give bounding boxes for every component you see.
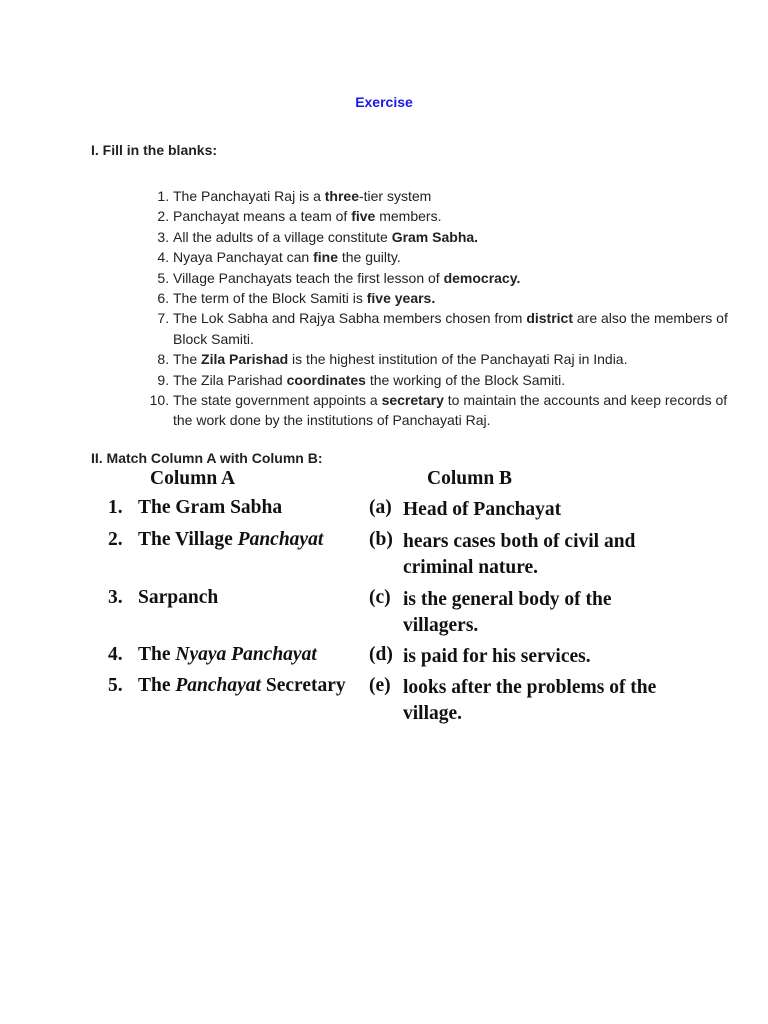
fill-in-blanks-list [122, 186, 733, 431]
answer-text: three [324, 188, 359, 204]
answer-text: coordinates [286, 371, 366, 388]
item-text: Village Panchayats teach the first lesson of [173, 269, 444, 286]
column-a-text: The [138, 644, 176, 665]
column-b-letter: (b) [369, 529, 393, 550]
item-text: is the highest institution of the Panchayati Raj in India. [288, 351, 628, 368]
column-b-header: Column B [427, 468, 513, 489]
row-number: 2. [108, 529, 123, 550]
list-item [173, 308, 733, 349]
item-text: Panchayat means a team of [173, 208, 352, 225]
list-item [173, 390, 733, 431]
item-text: The Zila Parishad [173, 371, 287, 388]
section-1-heading: I. Fill in the blanks: [91, 142, 218, 158]
list-item [173, 288, 733, 308]
list-item [173, 186, 733, 206]
column-a-text: Sarpanch [138, 587, 219, 608]
item-text: the working of the Block Samiti. [365, 371, 566, 388]
column-a-item [138, 497, 282, 519]
column-a-text: The [138, 675, 176, 696]
item-text: members. [375, 208, 442, 225]
column-a-text: Panchayat [175, 675, 261, 696]
column-b-letter: (c) [369, 587, 391, 608]
column-a-item [138, 644, 317, 666]
column-a-header: Column A [150, 468, 236, 489]
answer-text: district [526, 310, 573, 327]
item-text: Nyaya Panchayat can [173, 249, 314, 266]
row-number: 3. [108, 587, 123, 608]
list-item [173, 370, 733, 390]
column-a-item [138, 529, 323, 551]
item-text: to maintain the accounts and keep records of the work done by the institutions of Panchayati Raj. [173, 392, 728, 429]
row-number: 1. [108, 497, 123, 518]
answer-text: democracy. [443, 269, 521, 286]
section-2-heading: II. Match Column A with Column B: [91, 450, 323, 466]
row-number: 5. [108, 675, 123, 696]
item-text: The Panchayati Raj is a [173, 188, 325, 204]
column-b-letter: (a) [369, 497, 392, 518]
column-b-letter: (d) [369, 644, 393, 665]
item-text: are also the members of Block Samiti. [173, 310, 728, 347]
page-title: Exercise [355, 94, 413, 110]
column-a-text: Panchayat [237, 529, 324, 550]
column-b-letter: (e) [369, 675, 391, 696]
item-text: All the adults of a village constitute [173, 228, 392, 245]
item-text: The state government appoints a [173, 392, 382, 409]
answer-text: Zila Parishad [201, 351, 289, 368]
column-b-item: looks after the problems of the village. [403, 677, 657, 724]
item-text: The term of the Block Samiti is [173, 290, 367, 307]
column-a-item [138, 675, 346, 697]
list-item [173, 227, 733, 247]
answer-text: five [351, 208, 376, 225]
item-text: -tier system [358, 188, 432, 204]
list-item [173, 247, 733, 267]
column-a-item [138, 587, 218, 609]
column-a-text: Nyaya Panchayat [175, 644, 317, 665]
column-b-item: is paid for his services. [403, 646, 591, 667]
list-item [173, 206, 733, 226]
answer-text: Gram Sabha. [391, 228, 479, 245]
column-a-text: The Gram Sabha [138, 497, 283, 518]
column-a-text: The Village [138, 529, 238, 550]
row-number: 4. [108, 644, 123, 665]
item-text: The [173, 351, 202, 368]
answer-text: fine [313, 249, 338, 266]
answer-text: secretary [381, 392, 444, 409]
item-text: The Lok Sabha and Rajya Sabha members chosen from [173, 310, 527, 327]
column-b-item: is the general body of the villagers. [403, 589, 612, 636]
column-b-item: Head of Panchayat [403, 499, 562, 520]
column-a-text: Secretary [260, 675, 346, 696]
item-text: the guilty. [337, 249, 401, 266]
column-b-item: hears cases both of civil and criminal nature. [403, 531, 636, 578]
answer-text: five years. [366, 290, 436, 307]
list-item [173, 349, 733, 369]
list-item [173, 268, 733, 288]
